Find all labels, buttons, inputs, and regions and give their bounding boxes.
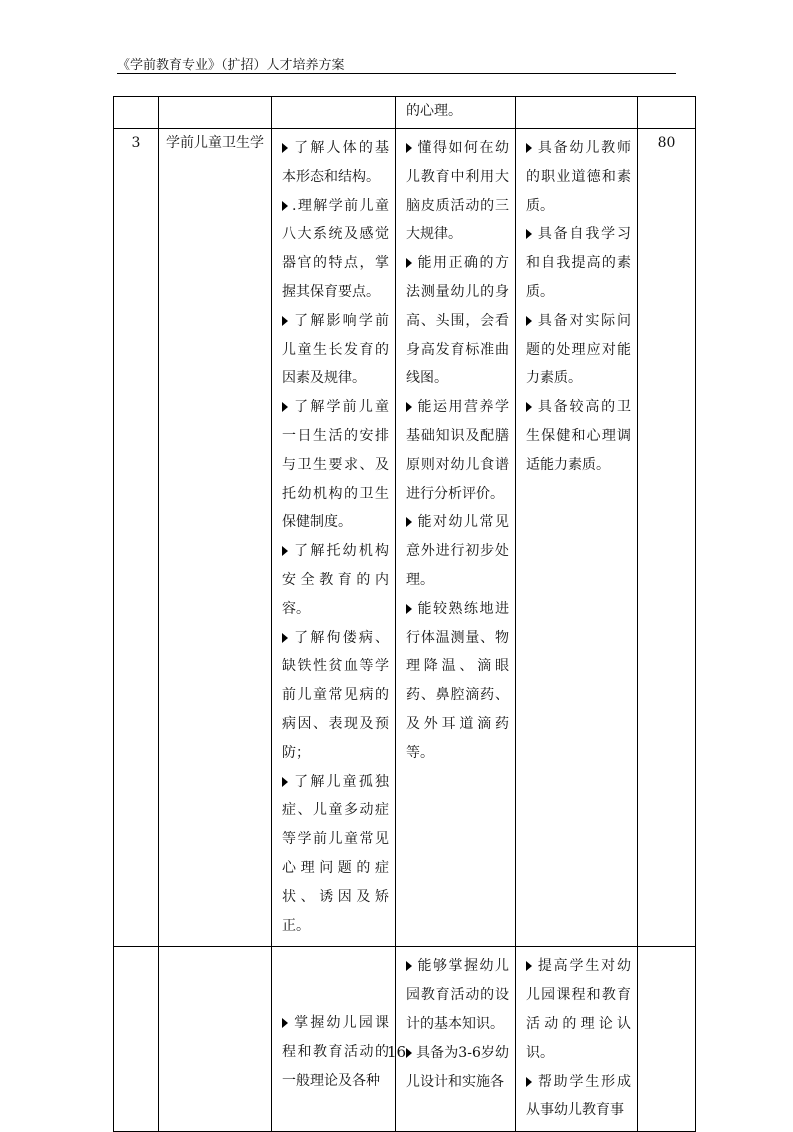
quality-item: 具备较高的卫生保健和心理调适能力素质。 xyxy=(526,399,631,473)
triangle-bullet-icon xyxy=(406,604,412,614)
knowledge-item: 掌握幼儿园课程和教育活动的一般理论及各种 xyxy=(282,1015,389,1089)
ability-item: 懂得如何在幼儿教育中利用大脑皮质活动的三大规律。 xyxy=(406,140,509,243)
triangle-bullet-icon xyxy=(526,229,532,239)
ability-item: 具备为3-6岁幼儿设计和实施各 xyxy=(406,1044,509,1090)
knowledge-item: 了解影响学前儿童生长发育的因素及规律。 xyxy=(282,312,389,387)
cell-hours xyxy=(638,947,696,1132)
page-header-title: 《学前教育专业》（扩招）人才培养方案 xyxy=(117,58,345,73)
cell-hours xyxy=(638,97,696,129)
cell-hours: 80 xyxy=(638,129,696,947)
triangle-bullet-icon xyxy=(282,201,288,211)
cell-ability xyxy=(396,97,516,129)
triangle-bullet-icon xyxy=(526,402,532,412)
ability-item: 能运用营养学基础知识及配膳原则对幼儿食谱进行分析评价。 xyxy=(406,399,509,502)
knowledge-item: 了解学前儿童一日生活的安排与卫生要求、及托幼机构的卫生保健制度。 xyxy=(282,399,389,531)
knowledge-item: 了解佝偻病、缺铁性贫血等学前儿童常见病的病因、表现及预防； xyxy=(282,629,389,761)
page-number: 16 xyxy=(386,1043,407,1061)
triangle-bullet-icon xyxy=(282,777,288,787)
triangle-bullet-icon xyxy=(406,258,412,268)
triangle-bullet-icon xyxy=(282,316,288,326)
triangle-bullet-icon xyxy=(282,143,288,153)
cell-knowledge xyxy=(272,97,396,129)
quality-item: 具备幼儿教师的职业道德和素质。 xyxy=(526,140,631,214)
triangle-bullet-icon xyxy=(282,633,288,643)
table-row xyxy=(114,129,696,947)
cell-course xyxy=(159,97,272,129)
cell-course: 学前儿童卫生学 xyxy=(159,129,272,947)
triangle-bullet-icon xyxy=(282,546,288,556)
ability-item: 能够掌握幼儿园教育活动的设计的基本知识。 xyxy=(406,958,509,1032)
triangle-bullet-icon xyxy=(282,1018,288,1028)
cell-quality xyxy=(516,97,638,129)
quality-item: 具备对实际问题的处理应对能力素质。 xyxy=(526,312,631,387)
triangle-bullet-icon xyxy=(526,316,532,326)
table-row xyxy=(114,97,696,129)
triangle-bullet-icon xyxy=(526,143,532,153)
cell-knowledge xyxy=(272,129,396,947)
knowledge-item: 了解儿童孤独症、儿童多动症等学前儿童常见心理问题的症状、诱因及矫正。 xyxy=(282,773,389,934)
quality-item: 提高学生对幼儿园课程和教育活动的理论认识。 xyxy=(526,958,631,1061)
triangle-bullet-icon xyxy=(526,961,532,971)
ability-text: 的心理。 xyxy=(406,103,462,119)
triangle-bullet-icon xyxy=(282,402,288,412)
knowledge-item: 了解托幼机构安全教育的内容。 xyxy=(282,543,389,617)
triangle-bullet-icon xyxy=(526,1077,532,1087)
cell-course xyxy=(159,947,272,1132)
cell-ability xyxy=(396,129,516,947)
triangle-bullet-icon xyxy=(406,961,412,971)
cell-knowledge xyxy=(272,947,396,1132)
cell-quality xyxy=(516,947,638,1132)
triangle-bullet-icon xyxy=(406,402,412,412)
curriculum-table xyxy=(113,96,696,1132)
ability-item: 能对幼儿常见意外进行初步处理。 xyxy=(406,514,509,588)
knowledge-item: .理解学前儿童八大系统及感觉器官的特点，掌握其保育要点。 xyxy=(282,197,389,300)
ability-item: 能用正确的方法测量幼儿的身高、头围，会看身高发育标准曲线图。 xyxy=(406,255,509,387)
table-row xyxy=(114,947,696,1132)
header-rule xyxy=(117,73,676,74)
triangle-bullet-icon xyxy=(406,143,412,153)
cell-number: 3 xyxy=(114,129,159,947)
ability-item: 能较熟练地进行体温测量、物理降温、滴眼药、鼻腔滴药、及外耳道滴药等。 xyxy=(406,600,509,761)
knowledge-item: 了解人体的基本形态和结构。 xyxy=(282,140,389,185)
cell-number xyxy=(114,947,159,1132)
cell-quality xyxy=(516,129,638,947)
quality-item: 帮助学生形成从事幼儿教育事 xyxy=(526,1073,631,1119)
cell-ability xyxy=(396,947,516,1132)
triangle-bullet-icon xyxy=(406,517,412,527)
quality-item: 具备自我学习和自我提高的素质。 xyxy=(526,226,631,300)
cell-number xyxy=(114,97,159,129)
